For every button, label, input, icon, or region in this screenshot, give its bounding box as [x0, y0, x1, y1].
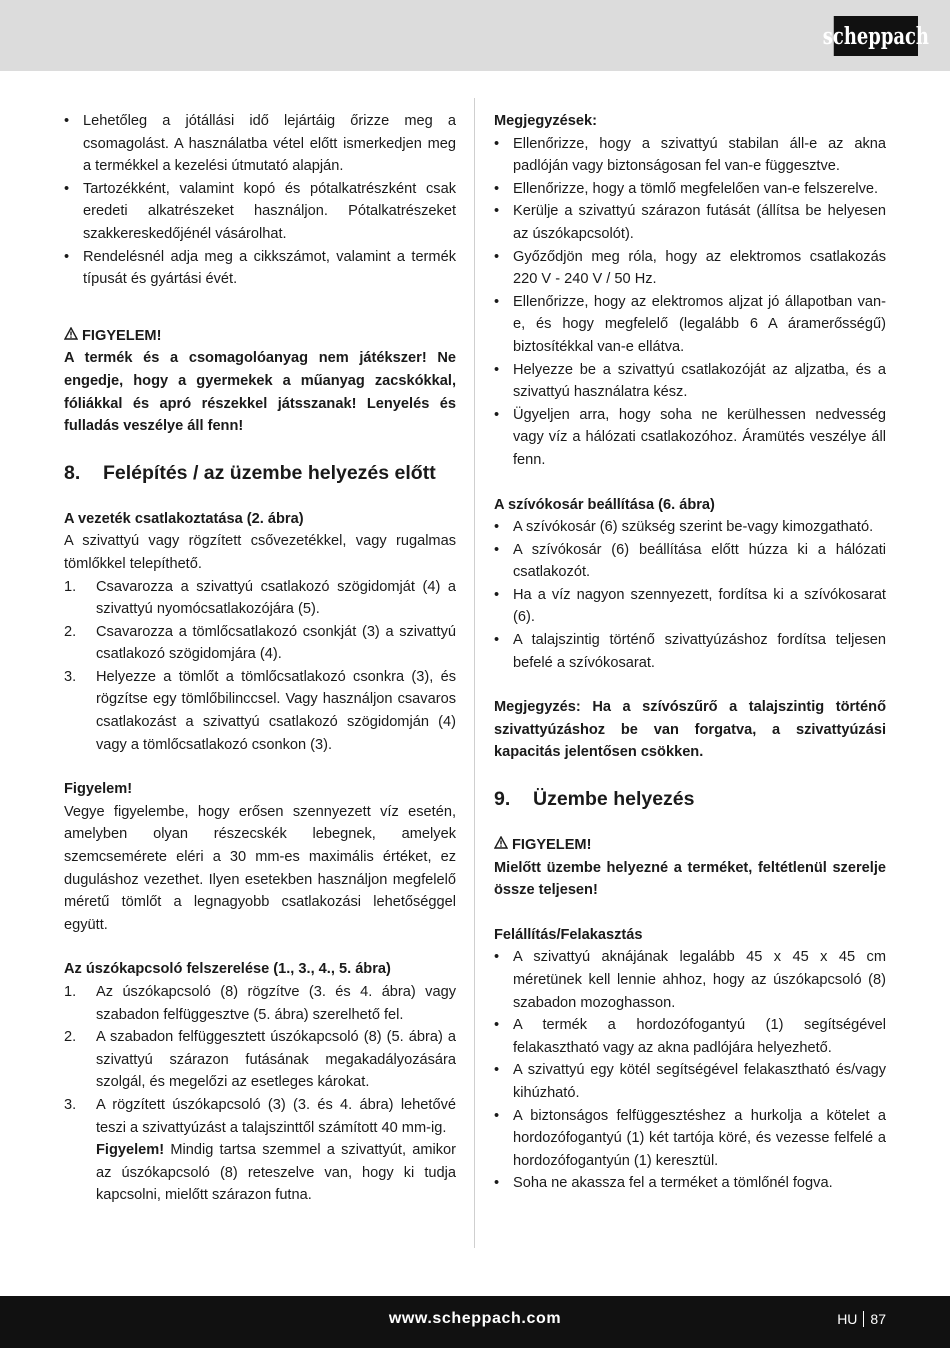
intro-list: [64, 110, 456, 291]
column-divider: [474, 98, 475, 1248]
list-item: 2. Csavarozza a tömlőcsatlakozó csonkját (3) a szivattyú csatlakozó szögidomjára (4).: [64, 623, 456, 663]
warning-heading: [494, 834, 886, 857]
warning-text: A termék és a csomagolóanyag nem játékszer! Ne engedje, hogy a gyermekek a műanyag zacskókkal, fóliákkal és apró részekkel játsszanak! Lenyelés és fulladás veszélye áll fenn!: [64, 350, 456, 435]
list-item: • Ügyeljen arra, hogy soha ne kerülhessen nedvesség vagy víz a hálózati csatlakozóhoz. Áramütés veszélye áll fenn.: [494, 404, 886, 472]
list-item: • A szívókosár (6) szükség szerint be-vagy kimozgatható.: [494, 516, 886, 539]
list-item: • Ellenőrizze, hogy a tömlő megfelelően van-e felszerelve.: [494, 178, 886, 201]
section-title: Üzembe helyezés: [533, 788, 695, 811]
list-item: • A biztonságos felfüggesztéshez a hurkolja a kötelet a hordozófogantyú (1) két tartója köré, és vezesse felfelé a hordozófogantyún (1) keresztül.: [494, 1105, 886, 1173]
section-number: 8.: [64, 461, 81, 484]
subheading-setup: Felállítás/Felakasztás: [494, 926, 643, 943]
section-number: 9.: [494, 788, 511, 811]
warning-text: Mielőtt üzembe helyezné a terméket, feltétlenül szerelje össze teljesen!: [494, 859, 886, 899]
list-item: • A talajszintig történő szivattyúzáshoz fordítsa teljesen befelé a szívókosarat.: [494, 629, 886, 674]
suction-list: [494, 516, 886, 674]
section-heading-8: [64, 460, 456, 486]
paragraph: Vegye figyelembe, hogy erősen szennyezett víz esetén, amelyben olyan részecskék lebegnek, amelyek szemcsemérete eléri a 30 mm-es maximális értéket, ez duguláshoz vezethet. Ilyen esetekben használjon megfelelő méretű tömlőt a legnagyobb csatlakozási lehetőséggel együtt.: [64, 803, 456, 933]
list-item: • A szivattyú egy kötél segítségével felakasztható és/vagy kihúzható.: [494, 1059, 886, 1104]
setup-list: [494, 946, 886, 1195]
list-item: • Lehetőleg a jótállási idő lejártáig őrizze meg a csomagolást. A használatba vétel előtt ismerkedjen meg a termékkel a kezelési útmutató alapján.: [64, 110, 456, 178]
note-label: Figyelem!: [96, 1142, 165, 1159]
list-item: • Ellenőrizze, hogy az elektromos aljzat jó állapotban van-e, és hogy megfelelő (legalább 6 A áramerősségű) biztosítékkal van-e ellátva.: [494, 291, 886, 359]
list-item: • Rendelésnél adja meg a cikkszámot, valamint a termék típusát és gyártási évét.: [64, 246, 456, 291]
list-item: • Ha a víz nagyon szennyezett, fordítsa ki a szívókosarat (6).: [494, 584, 886, 629]
separator: [863, 1311, 864, 1327]
list-item: 1. Csavarozza a szivattyú csatlakozó szögidomját (4) a szivattyú nyomócsatlakozójára (5).: [64, 578, 456, 618]
right-column: [494, 110, 886, 1195]
list-item: • Ellenőrizze, hogy a szivattyú stabilan áll-e az akna padlóján vagy biztonságosan fel van-e függesztve.: [494, 133, 886, 178]
list-item: 2. A szabadon felfüggesztett úszókapcsoló (8) (5. ábra) a szivattyú szárazon futásának megakadályozására szolgál, és megelőzi az esetleges károkat.: [64, 1029, 456, 1091]
connection-steps: [64, 576, 456, 757]
suction-note: Megjegyzés: Ha a szívószűrő a talajszintig történő szivattyúzáshoz be van forgatva, a szivattyúzási kapacitás jelentősen csökken.: [494, 699, 886, 761]
warning-label: FIGYELEM!: [82, 327, 162, 344]
subheading-notes: Megjegyzések:: [494, 113, 598, 129]
section-heading-9: [494, 786, 886, 812]
list-item: 3. Helyezze a tömlőt a tömlőcsatlakozó csonkra (3), és rögzítse egy tömlőbilinccsel. Vagy használjon csavaros csatlakozást a szivattyú csatlakozó szögidomján (4) vagy a tömlőcsatlakozó csonkon (3).: [64, 668, 456, 753]
list-item: • Soha ne akassza fel a terméket a tömlőnél fogva.: [494, 1172, 886, 1195]
brand-logo: scheppach: [834, 16, 918, 56]
section-title: Felépítés / az üzembe helyezés előtt: [103, 461, 436, 484]
subheading-float-switch: Az úszókapcsoló felszerelése (1., 3., 4., 5. ábra): [64, 961, 391, 978]
footer-bar: [0, 1296, 950, 1348]
warning-triangle-icon: [494, 834, 512, 857]
list-item: • A termék a hordozófogantyú (1) segítségével felakasztható vagy az akna padlójára helyezhető.: [494, 1014, 886, 1059]
attention-heading: Figyelem!: [64, 781, 133, 798]
paragraph: A szivattyú vagy rögzített csővezetékkel, vagy rugalmas tömlőkkel telepíthető.: [64, 533, 456, 572]
list-item: 3. A rögzített úszókapcsoló (3) (3. és 4. ábra) lehetővé teszi a szivattyúzást a talajszinttől számított 40 mm-ig. Figyelem! Mindig tartsa szemmel a szivattyút, amikor az úszókapcsoló (8) reteszelve van, hogy ki tudja kapcsolni, mielőtt szárazon futna.: [64, 1096, 456, 1204]
warning-heading: [64, 325, 456, 348]
subheading-connection: A vezeték csatlakoztatása (2. ábra): [64, 510, 304, 527]
language-code: HU: [837, 1311, 858, 1327]
page-number: 87: [870, 1311, 886, 1327]
list-item: • A szívókosár (6) beállítása előtt húzza ki a hálózati csatlakozót.: [494, 539, 886, 584]
float-switch-steps: [64, 981, 456, 1207]
list-item: • Tartozékként, valamint kopó és pótalkatrészként csak eredeti alkatrészeket használjon. Pótalkatrészeket szakkereskedőjénél vásárolhat.: [64, 178, 456, 246]
header-bar: [0, 0, 950, 71]
notes-list: [494, 133, 886, 472]
list-item: • A szivattyú aknájának legalább 45 x 45 x 45 cm méretünek kell lennie ahhoz, hogy az úszókapcsoló (8) szabadon mozoghasson.: [494, 946, 886, 1014]
warning-label: FIGYELEM!: [512, 837, 592, 854]
warning-triangle-icon: [64, 325, 82, 348]
list-item: 1. Az úszókapcsoló (8) rögzítve (3. és 4. ábra) vagy szabadon felfüggesztve (5. ábra) szerelhető fel.: [64, 984, 456, 1023]
left-column: [64, 110, 456, 1207]
list-item: • Győződjön meg róla, hogy az elektromos csatlakozás 220 V - 240 V / 50 Hz.: [494, 246, 886, 291]
website-url: www.scheppach.com: [388, 1310, 562, 1327]
list-item: • Kerülje a szivattyú szárazon futását (állítsa be helyesen az úszókapcsolót).: [494, 200, 886, 245]
note-text: Mindig tartsa szemmel a szivattyút, amikor az úszókapcsoló (8) reteszelve van, hogy ki tudja kapcsolni, mielőtt szárazon futna.: [96, 1142, 456, 1204]
list-item: • Helyezze be a szivattyú csatlakozóját az aljzatba, és a szivattyú használatra kész.: [494, 359, 886, 404]
subheading-suction-basket: A szívókosár beállítása (6. ábra): [494, 496, 715, 513]
page-indicator: [837, 1311, 886, 1327]
